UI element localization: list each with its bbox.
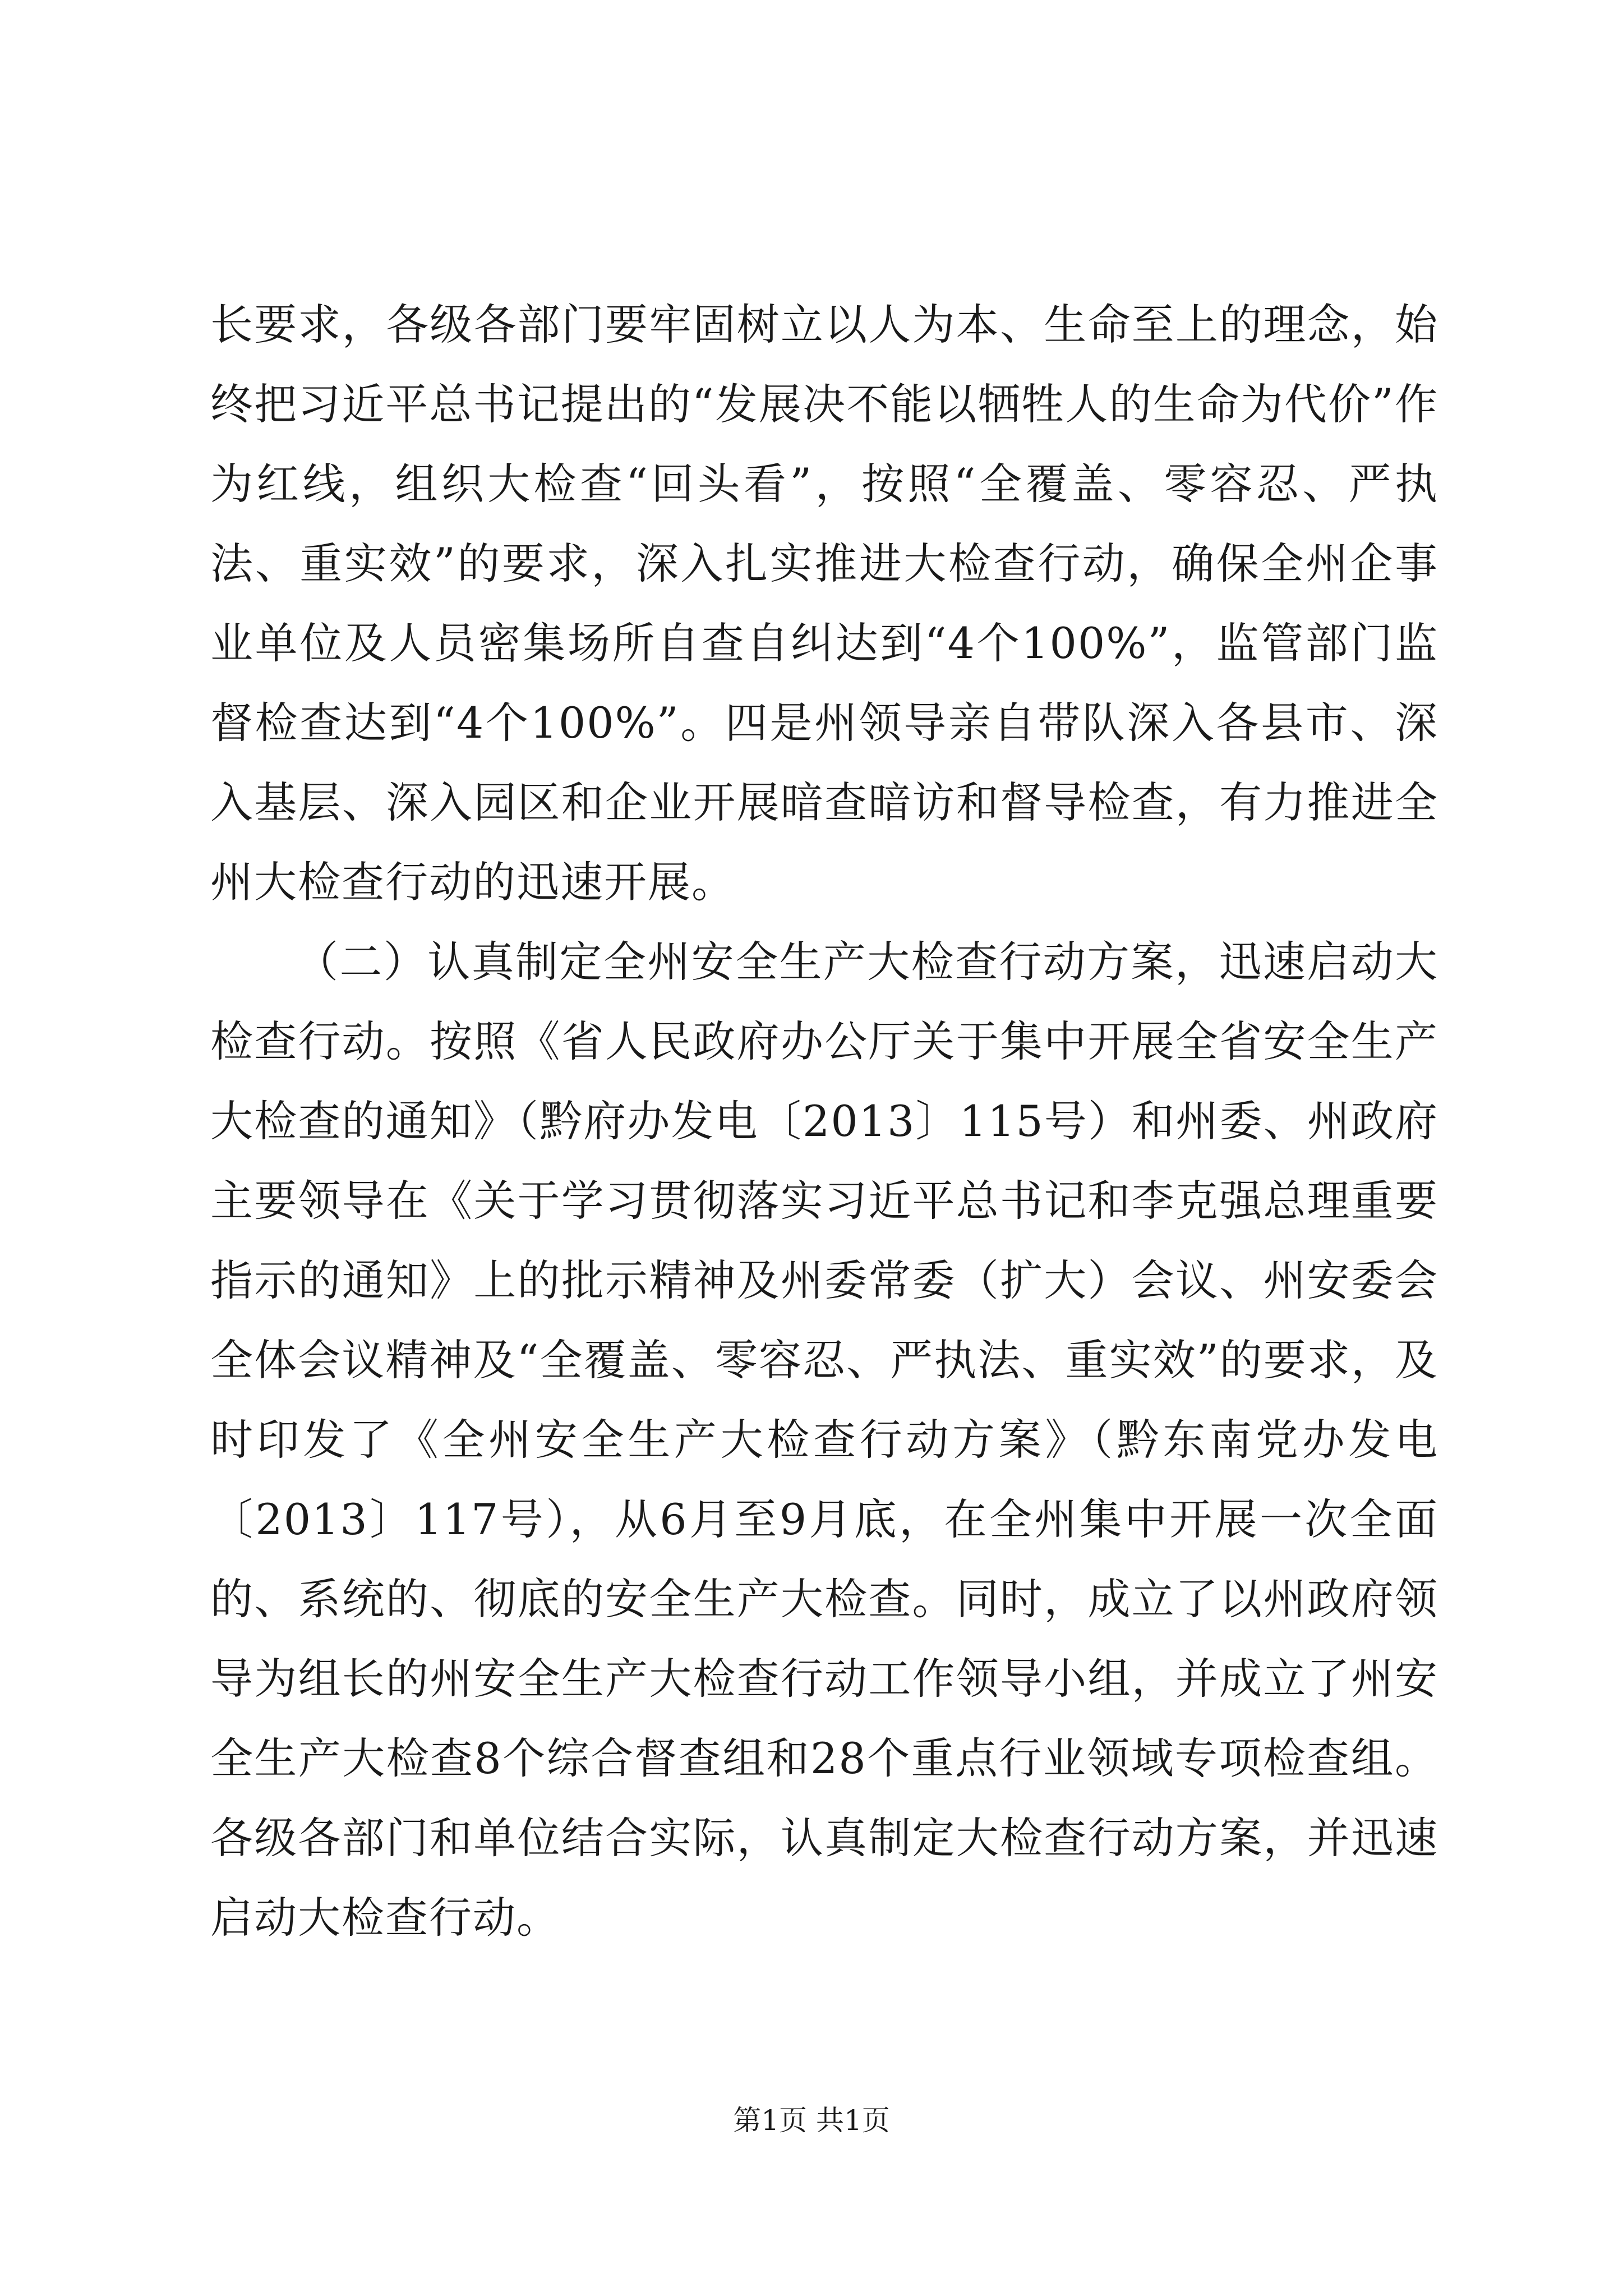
paragraph-2: （二）认真制定全州安全生产大检查行动方案，迅速启动大检查行动。按照《省人民政府办公厅关于集中开展全省安全生产大检查的通知》（黔府办发电〔2013〕115号）和州委、州政府主要领导在《关于学习贯彻落实习近平总书记和李克强总理重要指示的通知》上的批示精神及州委常委（扩大）会议、州安委会全体会议精神及“全覆盖、零容忍、严执法、重实效”的要求，及时印发了《全州安全生产大检查行动方案》（黔东南党办发电〔2013〕117号），从6月至9月底，在全州集中开展一次全面的、系统的、彻底的安全生产大检查。同时，成立了以州政府领导为组长的州安全生产大检查行动工作领导小组，并成立了州安全生产大检查8个综合督查组和28个重点行业领域专项检查组。各级各部门和单位结合实际，认真制定大检查行动方案，并迅速启动大检查行动。 (210, 937, 1438, 1943)
document-body (210, 285, 1438, 1958)
page-footer: 第1页 共1页 (733, 2104, 890, 2137)
paragraph-1: 长要求，各级各部门要牢固树立以人为本、生命至上的理念，始终把习近平总书记提出的“发展决不能以牺牲人的生命为代价”作为红线，组织大检查“回头看”，按照“全覆盖、零容忍、严执法、重实效”的要求，深入扎实推进大检查行动，确保全州企事业单位及人员密集场所自查自纠达到“4个100%”，监管部门监督检查达到“4个100%”。四是州领导亲自带队深入各县市、深入基层、深入园区和企业开展暗查暗访和督导检查，有力推进全州大检查行动的迅速开展。 (210, 300, 1438, 907)
